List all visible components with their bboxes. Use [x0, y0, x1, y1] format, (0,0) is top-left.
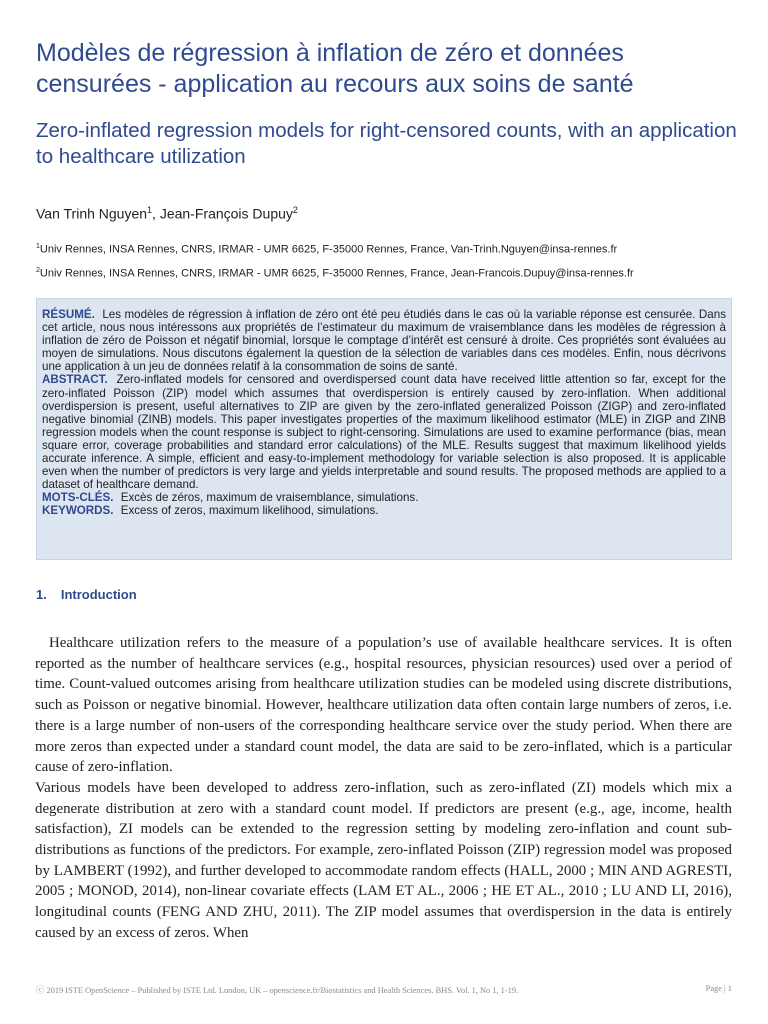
section-heading: [36, 587, 137, 602]
body-text: [35, 633, 732, 944]
affiliation-marker: 1: [36, 243, 40, 250]
section-number: 1.: [36, 587, 47, 602]
abstract-content: [42, 308, 726, 518]
body-paragraph: Healthcare utilization refers to the measure of a population’s use of available healthcare services. It is often reported as the number of healthcare services (e.g., hospital resources, physician resources) used over a period of time. Count-valued outcomes arising from healthcare utilization studies can be modeled using discrete distributions, such as Poisson or negative binomial. However, healthcare utilization data often contain large numbers of zeros, i.e. there is a large number of non-users of the corresponding healthcare service over the study period. When there are more zeros than expected under a standard count model, the data are said to be zero-inflated, which is a particular cause of zero-inflation.: [35, 635, 732, 776]
body-paragraph: Various models have been developed to address zero-inflation, such as zero-inflated (ZI) models which mix a degenerate distribution at zero with a standard count model. If predictors are present (e.g., age, income, health satisfaction), ZI models can be extended to the regression setting by modeling zero-inflation and count sub-distributions as functions of the predictors. For example, zero-inflated Poisson (ZIP) regression model was proposed by LAMBERT (1992), and further developed to accommodate random effects (HALL, 2000 ; MIN AND AGRESTI, 2005 ; MONOD, 2014), non-linear covariate effects (LAM ET AL., 2006 ; HE ET AL., 2010 ; LU AND LI, 2016), longitudinal counts (FENG AND ZHU, 2011). The ZIP model assumes that overdispersion in the data is entirely caused by an excess of zeros. When: [35, 779, 732, 941]
motscles-paragraph: [42, 491, 726, 504]
affiliation-text: Univ Rennes, INSA Rennes, CNRS, IRMAR - UMR 6625, F-35000 Rennes, France, Jean-Francois.Dupuy@insa-rennes.fr: [39, 267, 634, 280]
author-name: Jean-François Dupuy: [159, 205, 293, 222]
page-number: Page | 1: [705, 984, 732, 993]
affiliation-2: [36, 267, 634, 280]
affiliation-1: [36, 243, 617, 256]
abstract-paragraph: [42, 373, 726, 491]
motscles-text: Excès de zéros, maximum de vraisemblance, simulations.: [120, 491, 419, 505]
author-separator: ,: [152, 205, 160, 222]
resume-text: Les modèles de régression à inflation de zéro ont été peu étudiés dans le cas où la variable réponse est censurée. Dans cet article, nous nous intéressons aux propriétés de l’estimateur du maximum de vraisemblance dans les modèles de régression à inflation de zéro de Poisson et négatif binomial, lorsque le comptage d’intérêt est censuré à droite. Ces propriétés sont évaluées au moyen de simulations. Nous discutons également la question de la sélection de variables dans ces modèles. Enfin, nous décrivons une application à un jeu de données relatif à la consommation de soins de santé.: [42, 308, 726, 374]
french-title: Modèles de régression à inflation de zéro et données censurées - application au recours aux soins de santé: [36, 39, 634, 98]
affiliation-marker: 2: [36, 267, 40, 274]
resume-paragraph: [42, 308, 726, 373]
english-title: Zero-inflated regression models for right-censored counts, with an application to healthcare utilization: [36, 119, 737, 168]
affiliation-text: Univ Rennes, INSA Rennes, CNRS, IRMAR - UMR 6625, F-35000 Rennes, France, Van-Trinh.Nguyen@insa-rennes.fr: [39, 243, 618, 256]
abstract-box: [36, 298, 732, 560]
resume-label: RÉSUMÉ.: [42, 308, 95, 321]
copyright-notice: ⓒ 2019 ISTE OpenScience – Published by ISTE Ltd. London, UK – openscience.fr/Biostatistics and Health Sciences. BHS. Vol. 1, No 1, 1-19.: [36, 986, 519, 995]
abstract-text: Zero-inflated models for censored and overdispersed count data have received little attention so far, except for the zero-inflated Poisson (ZIP) model which assumes that overdispersion is entirely caused by zero-inflation. When additional overdispersion is present, useful alternatives to ZIP are given by the zero-inflated generalized Poisson (ZIGP) and zero-inflated negative binomial (ZINB) models. This paper investigates properties of the maximum likelihood estimator (MLE) in ZIGP and ZINB regression models when the count response is subject to right-censoring. Simulations are used to examine performance (bias, mean square error, coverage probabilities and standard error calculations) of the MLE. Results suggest that maximum likelihood yields accurate inference. A simple, efficient and easy-to-implement methodology for variable selection is also proposed. It is applicable even when the number of predictors is very large and yields interpretable and sound results. The proposed methods are applied to a dataset of healthcare demand.: [42, 373, 726, 492]
motscles-label: MOTS-CLÉS.: [42, 491, 114, 505]
keywords-text: Excess of zeros, maximum likelihood, simulations.: [120, 504, 379, 518]
keywords-paragraph: [42, 504, 726, 517]
affiliation-marker: 2: [292, 205, 298, 215]
keywords-label: KEYWORDS.: [42, 504, 114, 518]
author-name: Van Trinh Nguyen: [36, 205, 148, 222]
author-list: [36, 205, 298, 222]
abstract-label: ABSTRACT.: [42, 373, 108, 387]
section-title: Introduction: [60, 587, 137, 602]
affiliation-marker: 1: [147, 205, 153, 215]
